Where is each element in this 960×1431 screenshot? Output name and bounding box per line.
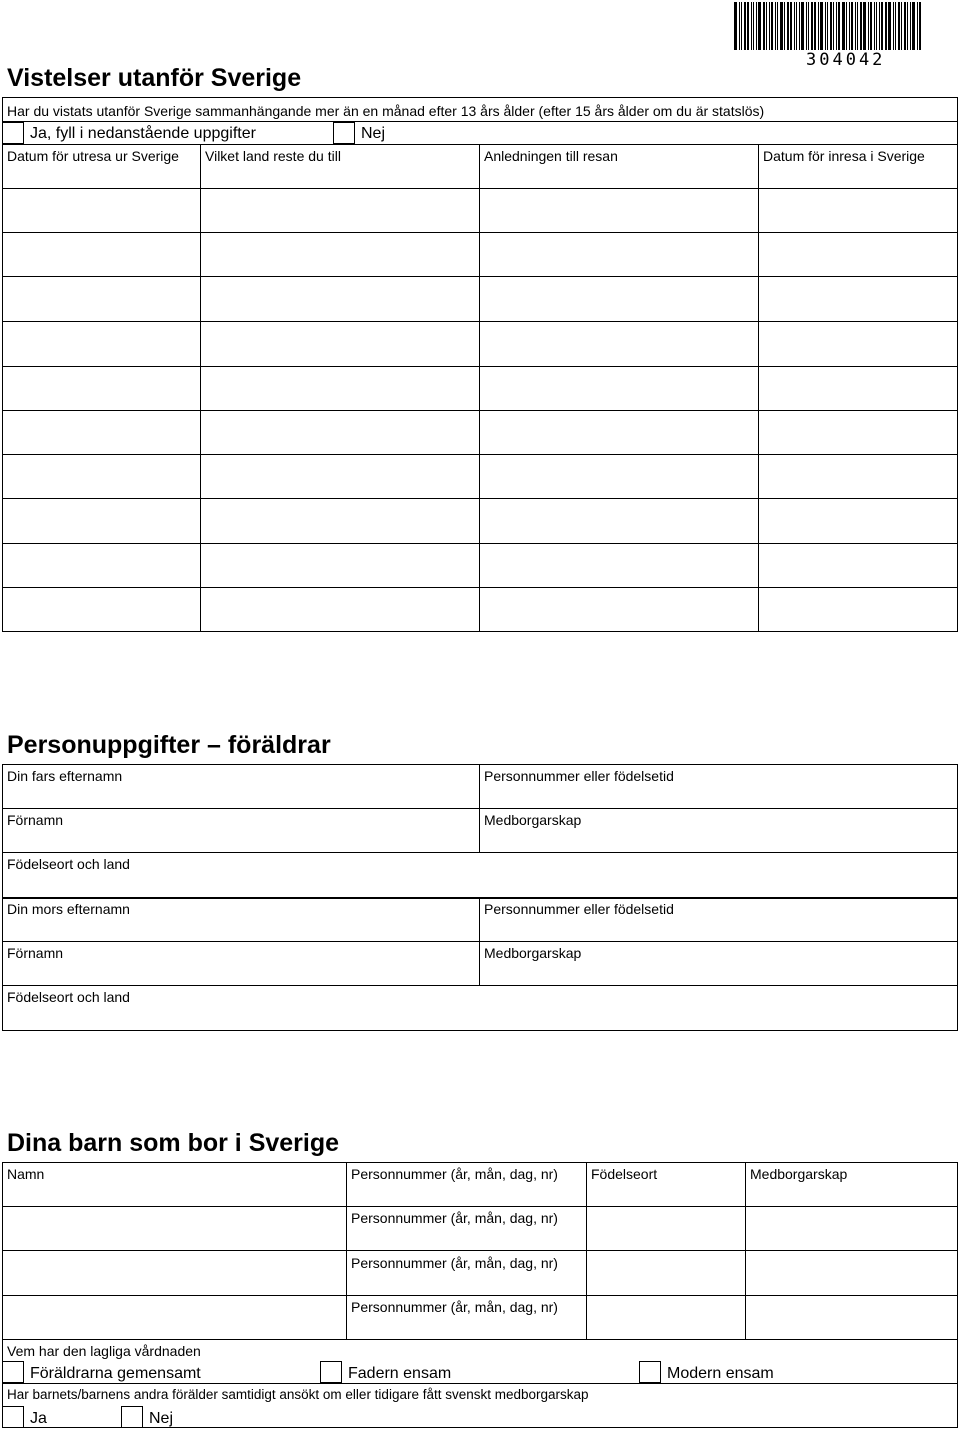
children-col-citizenship: Medborgarskap: [750, 1166, 848, 1182]
children-col-name: Namn: [7, 1166, 45, 1182]
mother-birthplace-label: Födelseort och land: [7, 989, 130, 1005]
father-id-label: Personnummer eller födelsetid: [484, 768, 674, 784]
travel-yes-checkbox[interactable]: [2, 122, 24, 144]
father-first-name-label: Förnamn: [7, 812, 64, 828]
custody-both-checkbox[interactable]: [2, 1361, 24, 1383]
custody-mother-label: Modern ensam: [667, 1365, 774, 1382]
travel-yes-label: Ja, fyll i nedanstående uppgifter: [30, 125, 256, 142]
travel-section-title: Vistelser utanför Sverige: [7, 64, 302, 92]
travel-question: Har du vistats utanför Sverige sammanhängande mer än en månad efter 13 års ålder (efter 15 års ålder om du är statslös): [7, 103, 765, 119]
children-section-title: Dina barn som bor i Sverige: [7, 1129, 340, 1157]
children-col-id: Personnummer (år, mån, dag, nr): [351, 1166, 558, 1182]
other-parent-yes-checkbox[interactable]: [2, 1406, 24, 1428]
other-parent-yes-label: Ja: [30, 1410, 47, 1427]
other-parent-no-label: Nej: [149, 1410, 174, 1427]
travel-col-departure: Datum för utresa ur Sverige: [7, 148, 179, 164]
travel-col-reason: Anledningen till resan: [484, 148, 618, 164]
travel-no-checkbox[interactable]: [333, 122, 355, 144]
travel-col-return: Datum för inresa i Sverige: [763, 148, 925, 164]
mother-citizenship-label: Medborgarskap: [484, 945, 582, 961]
form-number: 304042: [806, 50, 886, 70]
custody-mother-checkbox[interactable]: [639, 1361, 661, 1383]
barcode: [734, 2, 958, 50]
children-row-id-label: Personnummer (år, mån, dag, nr): [351, 1210, 558, 1226]
travel-no-label: Nej: [361, 125, 386, 142]
travel-table: [2, 97, 958, 632]
travel-col-country: Vilket land reste du till: [205, 148, 341, 164]
custody-father-label: Fadern ensam: [348, 1365, 452, 1382]
father-citizenship-label: Medborgarskap: [484, 812, 582, 828]
custody-question: Vem har den lagliga vårdnaden: [7, 1343, 201, 1359]
children-row-id-label: Personnummer (år, mån, dag, nr): [351, 1299, 558, 1315]
custody-both-label: Föräldrarna gemensamt: [30, 1365, 201, 1382]
mother-first-name-label: Förnamn: [7, 945, 64, 961]
parents-section-title: Personuppgifter – föräldrar: [7, 731, 331, 759]
children-col-birthplace: Födelseort: [591, 1166, 658, 1182]
father-birthplace-label: Födelseort och land: [7, 856, 130, 872]
other-parent-no-checkbox[interactable]: [121, 1406, 143, 1428]
custody-father-checkbox[interactable]: [320, 1361, 342, 1383]
children-row-id-label: Personnummer (år, mån, dag, nr): [351, 1255, 558, 1271]
mother-last-name-label: Din mors efternamn: [7, 901, 130, 917]
mother-id-label: Personnummer eller födelsetid: [484, 901, 674, 917]
other-parent-question: Har barnets/barnens andra förälder samtidigt ansökt om eller tidigare fått svenskt medborgarskap: [7, 1387, 589, 1402]
father-last-name-label: Din fars efternamn: [7, 768, 123, 784]
